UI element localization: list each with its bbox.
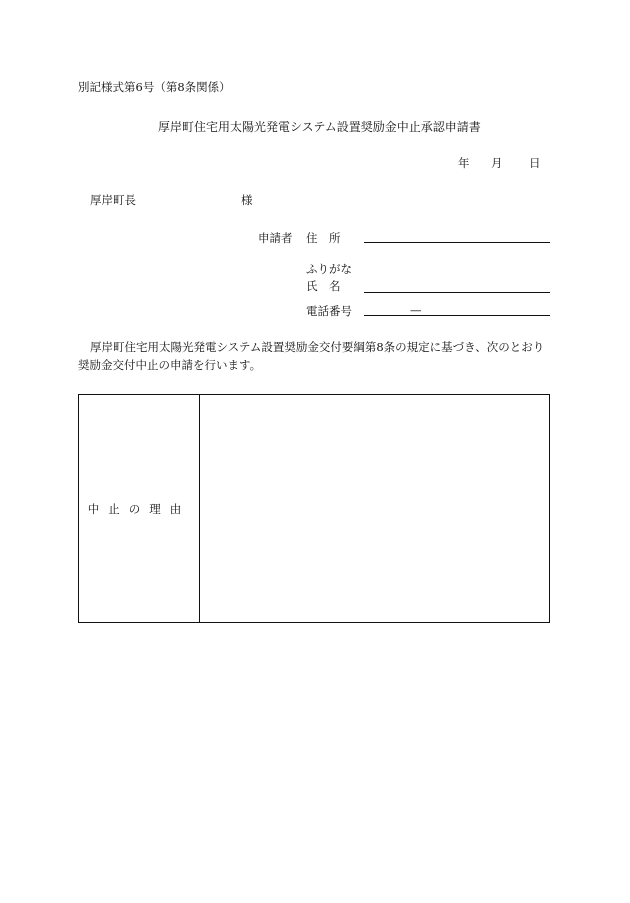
addressee-honorific: 様 [241,193,253,207]
application-statement: 厚岸町住宅用太陽光発電システム設置奨励金交付要綱第8条の規定に基づき、次のとおり奨励金交付中止の申請を行います。 [78,340,545,372]
phone-separator: — [410,303,422,317]
address-underline[interactable] [364,242,550,243]
address-label: 住 所 [306,231,341,245]
reason-label-cell [79,395,199,622]
document-title: 厚岸町住宅用太陽光発電システム設置奨励金中止承認申請書 [158,120,481,134]
date-year: 年 [458,156,470,170]
addressee-name: 厚岸町長 [90,193,136,207]
date-day: 日 [529,156,541,170]
phone-underline[interactable] [364,315,550,316]
reason-entry-cell[interactable] [200,395,549,622]
form-number: 別記様式第6号（第8条関係） [78,80,231,94]
name-label: 氏 名 [306,279,341,293]
date-month: 月 [491,156,503,170]
applicant-label: 申請者 [258,231,293,245]
furigana-label: ふりがな [306,262,352,276]
reason-label: 中止の理由 [87,501,191,516]
phone-label: 電話番号 [306,304,352,318]
reason-table [78,394,550,623]
name-underline[interactable] [364,292,550,293]
